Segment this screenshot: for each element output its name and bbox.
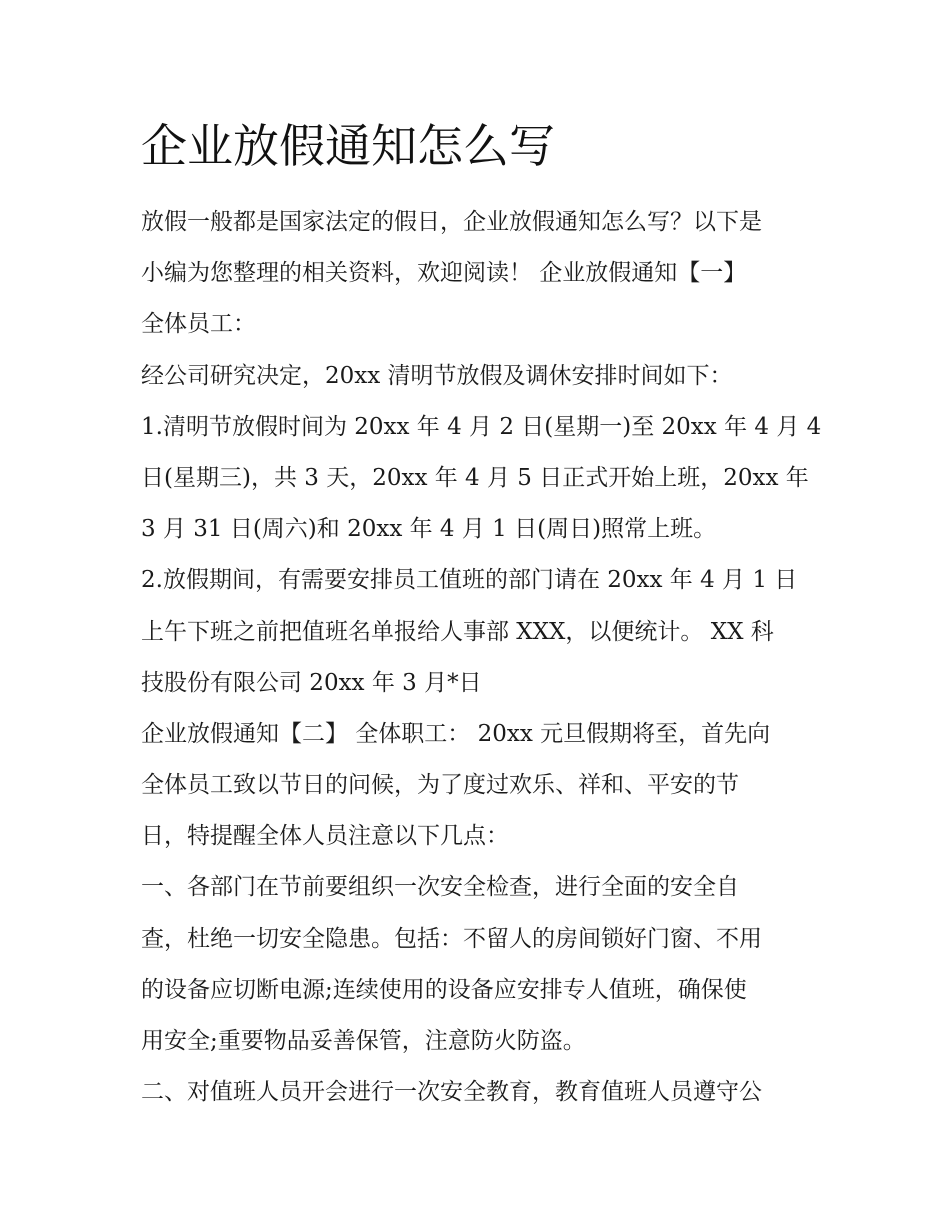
document-body [141,197,821,1118]
text-line: 查，杜绝一切安全隐患。包括：不留人的房间锁好门窗、不用 [141,925,762,952]
text-line: 3 月 31 日(周六)和 20xx 年 4 月 1 日(周日)照常上班。 [141,516,717,543]
text-line: 二、对值班人员开会进行一次安全教育，教育值班人员遵守公 [141,1079,762,1106]
text-line: 全体员工致以节日的问候，为了度过欢乐、祥和、平安的节 [141,772,739,799]
text-line: 一、各部门在节前要组织一次安全检查，进行全面的安全自 [141,874,739,901]
text-line: 企业放假通知【二】 全体职工： 20xx 元旦假期将至，首先向 [141,720,771,747]
text-line: 的设备应切断电源;连续使用的设备应安排专人值班，确保使 [141,976,747,1003]
text-line: 经公司研究决定，20xx 清明节放假及调休安排时间如下： [141,362,733,389]
text-line: 上午下班之前把值班名单报给人事部 XXX，以便统计。 XX 科 [141,618,774,645]
text-line: 技股份有限公司 20xx 年 3 月*日 [141,669,482,696]
text-line: 全体员工： [141,311,256,338]
text-line: 日，特提醒全体人员注意以下几点： [141,823,509,850]
text-line: 1.清明节放假时间为 20xx 年 4 月 2 日(星期一)至 20xx 年 4 月 4 [141,413,822,440]
text-line: 放假一般都是国家法定的假日，企业放假通知怎么写？以下是 [141,209,762,235]
text-line: 小编为您整理的相关资料，欢迎阅读！ 企业放假通知【一】 [141,260,747,287]
document-title: 企业放假通知怎么写 [141,119,555,173]
text-line: 2.放假期间，有需要安排员工值班的部门请在 20xx 年 4 月 1 日 [141,567,798,594]
text-line: 日(星期三)，共 3 天，20xx 年 4 月 5 日正式开始上班，20xx 年 [141,464,809,491]
text-line: 用安全;重要物品妥善保管，注意防火防盗。 [141,1028,586,1054]
